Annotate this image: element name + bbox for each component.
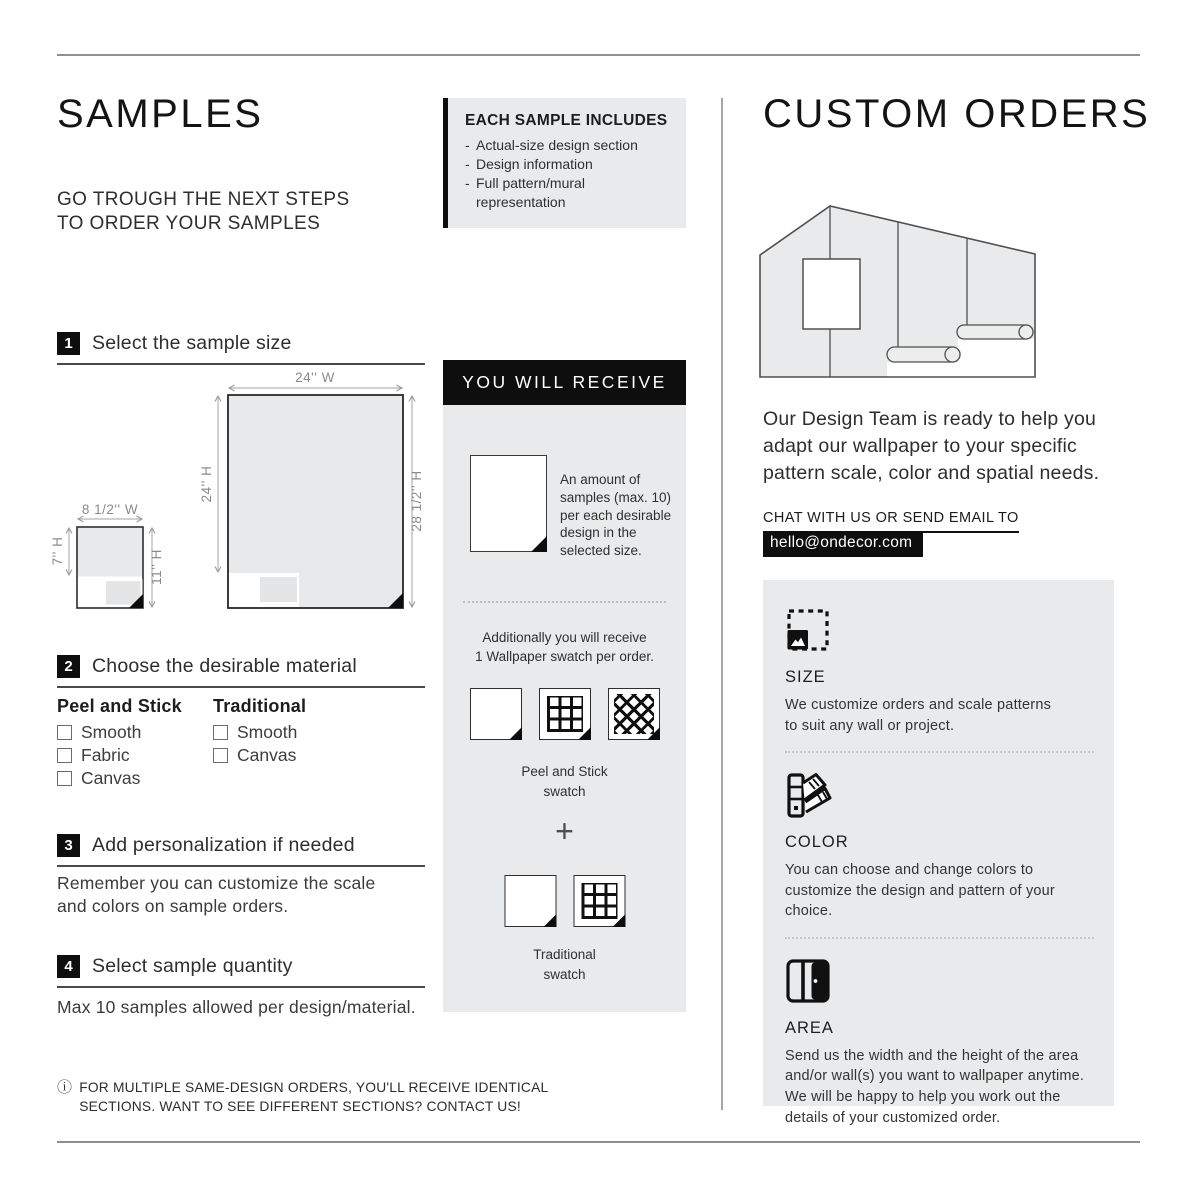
material-group-peel-and-stick: Peel and Stick [57,696,182,716]
feature-text-line: You can choose and change colors to [785,862,1034,879]
sample-size-diagram [50,368,427,620]
additional-note [443,629,686,667]
large-sample-page [228,395,403,608]
swatch-grid [539,688,591,740]
checkbox-icon[interactable] [213,725,228,740]
checkbox-icon[interactable] [57,748,72,763]
additional-line: Additionally you will receive [482,630,647,645]
intro-line: adapt our wallpaper to your specific [763,434,1077,457]
footnote-text [79,1079,548,1116]
peel-label-line: Peel and Stick [521,764,608,779]
top-rule [57,54,1140,56]
sample-sheet [470,455,547,552]
feature-size-text [785,695,1094,736]
step3-label: Add personalization if needed [92,834,355,856]
material-option-trad-smooth[interactable] [213,722,297,743]
large-height-left-label: 24'' H [199,465,214,503]
feature-text-line: Send us the width and the height of the area [785,1047,1079,1064]
step3-desc-line-2: and colors on sample orders. [57,896,289,917]
wallpaper-house-illustration [758,196,1040,386]
small-height-right-label: 11'' H [149,549,164,585]
step4-number: 4 [57,955,80,978]
checkbox-icon[interactable] [57,771,72,786]
step1-number: 1 [57,332,80,355]
includes-item: - Design information [465,155,674,174]
small-sample-page [77,527,143,608]
small-height-left-label: 7'' H [50,536,65,566]
step3-desc-line-1: Remember you can customize the scale [57,873,376,893]
fold-corner-icon [578,727,591,740]
feature-color-title: COLOR [785,833,849,852]
peel-label-line: swatch [543,783,586,799]
feature-size-title: SIZE [785,668,826,686]
material-option-label: Fabric [81,745,130,765]
samples-title: SAMPLES [57,92,264,136]
feature-text-line: details of your customized order. [785,1109,1001,1126]
step3-number: 3 [57,834,80,857]
small-width-label: 8 1/2'' W [81,502,139,517]
subtitle-line-2: TO ORDER YOUR SAMPLES [57,212,321,234]
step2-header [57,655,425,688]
step4-header [57,955,425,988]
info-icon: ⓘ [57,1079,73,1096]
dotted-divider [785,937,1094,939]
material-option-peel-fabric[interactable] [57,745,130,766]
receive-line: selected size. [560,543,642,559]
fold-corner-icon [612,914,625,927]
step1-label: Select the sample size [92,332,292,354]
material-option-trad-canvas[interactable] [213,745,296,766]
custom-orders-title: CUSTOM ORDERS [763,92,1151,136]
subtitle-line-1: GO TROUGH THE NEXT STEPS [57,189,350,210]
fold-corner-icon [509,727,522,740]
window [803,259,860,329]
includes-item: - Full pattern/mural representation [465,174,674,212]
wallpaper-roll [887,347,960,362]
feature-area-text [785,1046,1094,1128]
fold-corner-icon [543,914,556,927]
you-will-receive-header: YOU WILL RECEIVE [443,360,686,405]
feature-text-line: customize the design and pattern of your [785,882,1055,899]
footnote [57,1079,548,1116]
receive-description [560,471,680,560]
feature-color-text [785,860,1094,922]
receive-line: samples (max. 10) [560,489,672,505]
traditional-swatches [504,875,625,927]
each-sample-includes-box [443,98,686,228]
material-option-label: Smooth [81,722,142,742]
includes-item: - Actual-size design section [465,136,674,155]
feature-area-title: AREA [785,1018,834,1037]
size-icon [785,607,1094,654]
traditional-label-line: Traditional [533,947,596,962]
step2-label: Choose the desirable material [92,655,357,677]
traditional-swatch-label [443,945,686,984]
large-height-right-label: 28 1/2'' H [409,470,424,532]
peel-and-stick-swatches [470,688,660,740]
step4-description: Max 10 samples allowed per design/material. [57,997,416,1017]
you-will-receive-panel [443,405,686,1012]
receive-line: design in the [560,525,637,541]
email-link[interactable]: hello@ondecor.com [763,531,923,557]
material-option-label: Canvas [81,768,141,788]
checkbox-icon[interactable] [57,725,72,740]
swatch-plain [504,875,556,927]
feature-text-line: We will be happy to help you work out the [785,1089,1061,1106]
custom-orders-features-box [763,580,1114,1126]
swatch-grid [573,875,625,927]
material-option-peel-canvas[interactable] [57,768,140,789]
traditional-label-line: swatch [543,966,586,982]
feature-text-line: We customize orders and scale patterns [785,697,1052,713]
feature-text-line: to suit any wall or project. [785,717,955,734]
large-width-label: 24'' W [295,370,335,385]
step1-header [57,332,425,365]
dotted-divider [463,601,666,603]
includes-title: EACH SAMPLE INCLUDES [465,112,668,129]
step4-label: Select sample quantity [92,955,293,977]
plus-icon: + [555,813,574,849]
footnote-line-2: SECTIONS. WANT TO SEE DIFFERENT SECTIONS? CONTACT US! [79,1098,521,1114]
area-wall-icon [785,958,1094,1005]
samples-subtitle [57,188,350,235]
peel-swatch-label [443,762,686,801]
fold-corner-icon [531,536,547,552]
checkbox-icon[interactable] [213,748,228,763]
receive-line: per each desirable [560,507,672,523]
column-divider [721,98,723,1110]
feature-text-line: and/or wall(s) you want to wallpaper anytime. [785,1068,1085,1085]
swatch-crosshatch [608,688,660,740]
material-option-label: Smooth [237,722,298,742]
material-option-label: Canvas [237,745,297,765]
dotted-divider [785,751,1094,753]
material-group-traditional: Traditional [213,696,307,716]
wallpaper-roll [957,325,1033,339]
intro-line: Our Design Team is ready to help you [763,408,1097,430]
custom-orders-intro [763,406,1099,487]
swatch-plain [470,688,522,740]
color-swatches-icon [785,772,1094,819]
material-option-peel-smooth[interactable] [57,722,141,743]
feature-text-line: choice. [785,903,833,920]
additional-line: 1 Wallpaper swatch per order. [475,648,654,664]
chat-with-us-label: CHAT WITH US OR SEND EMAIL TO [763,510,1019,533]
step3-description [57,872,375,919]
step3-header [57,834,425,867]
step2-number: 2 [57,655,80,678]
footnote-line-1: FOR MULTIPLE SAME-DESIGN ORDERS, YOU'LL RECEIVE IDENTICAL [79,1080,549,1095]
bottom-rule [57,1141,1140,1143]
receive-line: An amount of [560,472,641,487]
intro-line: pattern scale, color and spatial needs. [763,461,1100,484]
fold-corner-icon [647,727,660,740]
